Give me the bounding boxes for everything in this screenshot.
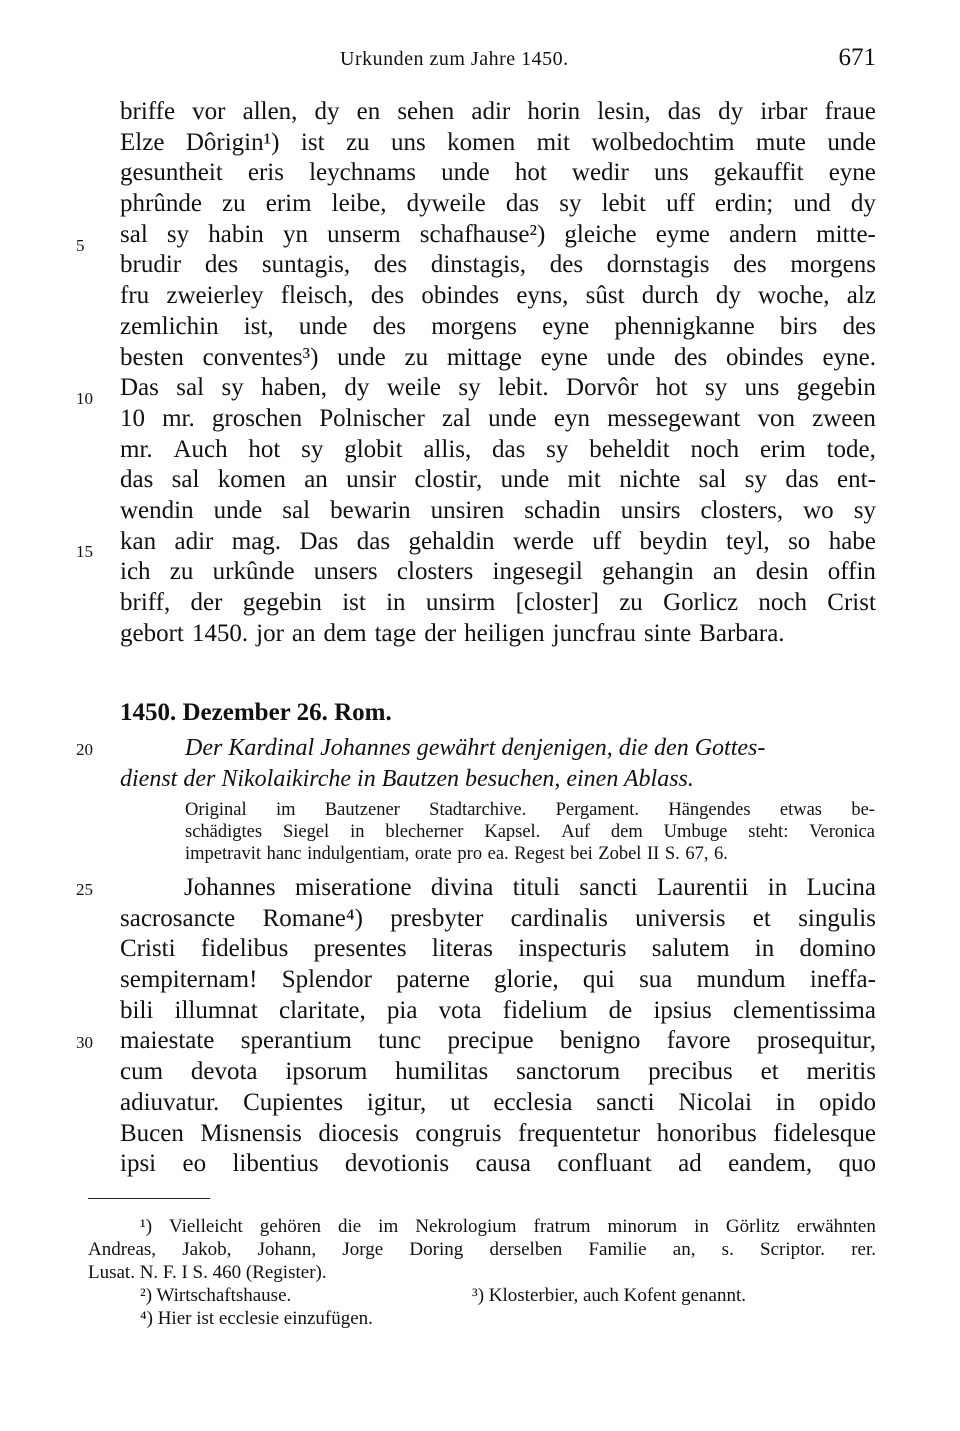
text-line: Das sal sy haben, dy weile sy lebit. Dorvôr hot sy uns gegebin: [120, 374, 876, 402]
text-line: Elze Dôrigin¹) ist zu uns komen mit wolbedochtim mute unde: [120, 128, 876, 156]
text-line: briff, der gegebin ist in unsirm [closter] zu Gorlicz noch Crist: [120, 589, 876, 616]
text-line: besten conventes³) unde zu mittage eyne unde des obindes eyne.: [120, 343, 876, 371]
text-line: ipsi eo libentius devotionis causa confluant ad eandem, quo: [120, 1150, 876, 1178]
text-line: gebort 1450. jor an dem tage der heiligen juncfrau sinte Barbara.: [120, 619, 785, 647]
text-line: sempiternam! Splendor paterne glorie, qui sua mundum ineffa-: [120, 966, 876, 994]
text-line: fru zweierley fleisch, des obindes eyns, sûst durch dy woche, alz: [120, 282, 876, 310]
text-line: Johannes miseratione divina tituli sancti Laurentii in Lucina: [184, 874, 876, 901]
line-number: 10: [76, 389, 93, 408]
text-line: brudir des suntagis, des dinstagis, des dornstagis des morgens: [120, 251, 876, 279]
note-line: Original im Bautzener Stadtarchive. Pergament. Hängendes etwas be-: [185, 800, 875, 820]
page-header: [0, 44, 960, 76]
summary-line: Der Kardinal Johannes gewährt denjenigen, die den Gottes-: [185, 735, 766, 761]
text-line: sacrosancte Romane⁴) presbyter cardinalis universis et singulis: [120, 904, 876, 932]
footnote-3: ³) Klosterbier, auch Kofent genannt.: [472, 1285, 747, 1306]
text-line: bili illumnat claritate, pia vota fidelium de ipsius clementissima: [120, 996, 876, 1024]
footnote-4: [88, 1307, 876, 1330]
text-line: 10 mr. groschen Polnischer zal unde eyn messegewant von zween: [120, 404, 876, 432]
text-line: Bucen Misnensis diocesis congruis frequentetur honoribus fidelesque: [120, 1119, 876, 1147]
line-number: 30: [76, 1033, 93, 1052]
regest-summary: [120, 733, 875, 792]
text-line: gesuntheit eris leychnams unde hot wedir uns gekauffit eyne: [120, 159, 876, 187]
archival-note: [185, 799, 875, 865]
page-number: 671: [838, 44, 876, 71]
running-head: Urkunden zum Jahre 1450.: [340, 48, 569, 70]
footnote-text: ⁴) Hier ist ecclesie einzufügen.: [140, 1308, 373, 1329]
text-line: briffe vor allen, dy en sehen adir horin lesin, das dy irbar fraue: [120, 98, 876, 125]
text-line: adiuvatur. Cupientes igitur, ut ecclesia sancti Nicolai in opido: [120, 1088, 876, 1116]
note-line: schädigtes Siegel in blecherner Kapsel. Auf dem Umbuge steht: Veronica: [185, 822, 875, 842]
note-line: impetravit hanc indulgentiam, orate pro ea. Regest bei Zobel II S. 67, 6.: [185, 844, 728, 864]
line-number: 25: [76, 880, 93, 899]
line-number: 20: [76, 740, 93, 759]
charter-text-latin: [120, 873, 876, 1180]
summary-line: dienst der Nikolaikirche in Bautzen besuchen, einen Ablass.: [120, 766, 694, 792]
text-line: phrûnde zu erim leibe, dyweile das sy lebit uff erdin; und dy: [120, 190, 876, 218]
text-line: Cristi fidelibus presentes literas inspecturis salutem in domino: [120, 935, 876, 963]
footnote-2: ²) Wirtschaftshause.: [140, 1285, 292, 1306]
text-line: das sal komen an unsir clostir, unde mit nichte sal sy das ent-: [120, 466, 876, 494]
footnote-text: Lusat. N. F. I S. 460 (Register).: [88, 1262, 327, 1283]
text-line: kan adir mag. Das das gehaldin werde uff beydin teyl, so habe: [120, 527, 876, 555]
footnote-1-cont: Andreas, Jakob, Johann, Jorge Doring derselben Familie an, s. Scriptor. rer.: [88, 1239, 876, 1260]
text-line: wendin unde sal bewarin unsiren schadin unsirs closters, wo sy: [120, 496, 876, 524]
text-line: maiestate sperantium tunc precipue benigno favore prosequitur,: [120, 1027, 876, 1055]
footnotes: [88, 1215, 876, 1330]
footnote-1-cont: [88, 1261, 876, 1284]
charter-text: [120, 97, 876, 649]
text-line: sal sy habin yn unserm schafhause²) gleiche eyme andern mitte-: [120, 220, 876, 248]
text-line: mr. Auch hot sy globit allis, das sy beheldit noch erim tode,: [120, 435, 876, 463]
footnote-1: ¹) Vielleicht gehören die im Nekrologium fratrum minorum in Görlitz erwähnten: [140, 1216, 876, 1237]
text-line: cum devota ipsorum humilitas sanctorum precibus et meritis: [120, 1058, 876, 1086]
text-line: zemlichin ist, unde des morgens eyne phennigkanne birs des: [120, 312, 876, 340]
footnote-2-3: [88, 1284, 876, 1307]
line-number: 5: [76, 236, 85, 255]
footnote-rule: [88, 1198, 210, 1199]
document-heading: 1450. Dezember 26. Rom.: [120, 699, 392, 726]
line-number: 15: [76, 542, 93, 561]
text-line: ich zu urkûnde unsers closters ingesegil gehangin an desin offin: [120, 558, 876, 586]
